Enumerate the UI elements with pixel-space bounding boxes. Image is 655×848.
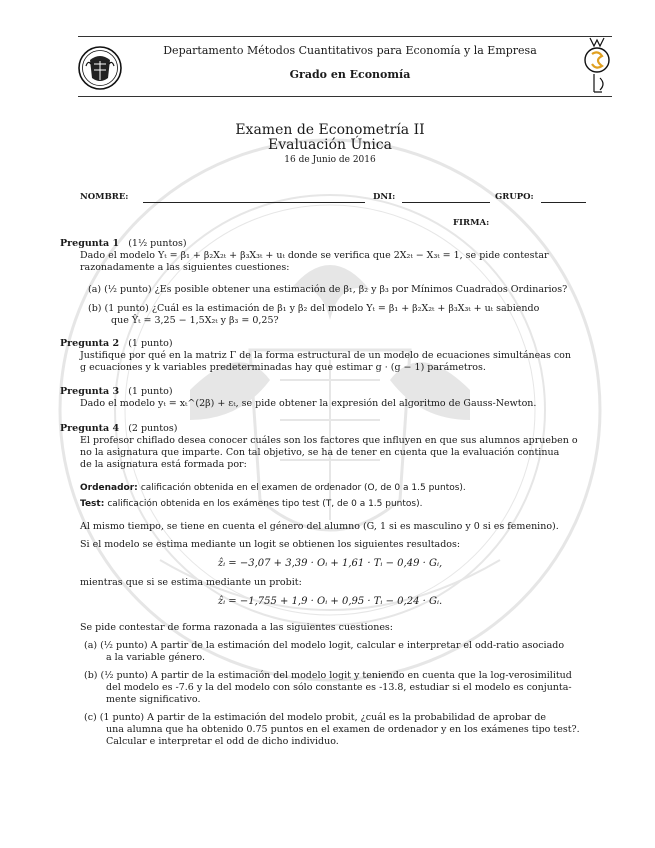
question-3-text: Dado el modelo yₜ = xₜ^(2β) + εₜ, se pide obtener la expresión del algoritmo de Gauss-Newton.: [80, 398, 537, 409]
question-3-heading: [60, 386, 173, 398]
question-4-logit-intro: Si el modelo se estima mediante un logit se obtienen los siguientes resultados:: [80, 539, 461, 550]
signature-label: FIRMA:: [453, 218, 490, 228]
question-3-points: (1 punto): [128, 386, 173, 397]
department-name: Departamento Métodos Cuantitativos para Economía y la Empresa: [163, 44, 537, 57]
question-1-heading: [60, 238, 187, 250]
faculty-logo: [580, 34, 614, 98]
question-4-label: Pregunta 4: [60, 423, 120, 434]
name-field-line[interactable]: [143, 202, 365, 203]
question-4-ask: Se pide contestar de forma razonada a las siguientes cuestiones:: [80, 622, 394, 633]
probit-equation: ẑᵢ = −1,755 + 1,9 · Oᵢ + 0,95 · Tᵢ − 0,24 · Gᵢ.: [217, 596, 443, 607]
ordenador-label: Ordenador:: [80, 483, 138, 493]
university-crest-logo: [78, 44, 122, 92]
question-4-part-c-line-2: una alumna que ha obtenido 0.75 puntos en el examen de ordenador y en los exámenes tipo test?.: [106, 724, 580, 735]
logit-equation: ẑᵢ = −3,07 + 3,39 · Oᵢ + 1,61 · Tᵢ − 0,49 · Gᵢ,: [217, 558, 443, 569]
question-4-part-a-line-1: (a) (½ punto) A partir de la estimación del modelo logit, calcular e interpretar el odd-ratio asociado: [84, 640, 565, 651]
header-top-rule: [78, 36, 612, 37]
question-2-points: (1 punto): [128, 338, 173, 349]
question-3-label: Pregunta 3: [60, 386, 120, 397]
dni-field-line[interactable]: [402, 202, 490, 203]
question-4-intro-line-3: de la asignatura está formada por:: [80, 459, 247, 470]
question-2-label: Pregunta 2: [60, 338, 120, 349]
question-4-intro-line-1: El profesor chiflado desea conocer cuáles son los factores que influyen en que sus alumnos aprueben o: [80, 435, 578, 446]
group-field-line[interactable]: [541, 202, 586, 203]
name-label: NOMBRE:: [80, 192, 129, 202]
question-4-probit-intro: mientras que si se estima mediante un probit:: [80, 577, 302, 588]
question-4-part-c-line-1: (c) (1 punto) A partir de la estimación del modelo probit, ¿cuál es la probabilidad de aprobar de: [84, 712, 547, 723]
question-4-points: (2 puntos): [128, 423, 178, 434]
exam-title: Examen de Econometría II: [235, 122, 425, 138]
question-2-text-line-2: g ecuaciones y k variables predeterminadas hay que estimar g · (g − 1) parámetros.: [80, 362, 486, 373]
question-2-text-line-1: Justifique por qué en la matriz Γ de la forma estructural de un modelo de ecuaciones simultáneas con: [80, 350, 572, 361]
question-1-part-a: (a) (½ punto) ¿Es posible obtener una estimación de β₁, β₂ y β₃ por Mínimos Cuadrados Ordinarios?: [88, 284, 568, 295]
test-label: Test:: [80, 499, 105, 509]
question-1-intro-line-2: razonadamente a las siguientes cuestiones:: [80, 262, 290, 273]
question-1-part-b-line-2: que Ŷₜ = 3,25 − 1,5X₂ₜ y β₃ = 0,25?: [111, 315, 279, 326]
test-definition: [80, 498, 422, 510]
question-4-part-c-line-3: Calcular e interpretar el odd de dicho individuo.: [106, 736, 339, 747]
question-4-part-b-line-2: del modelo es -7.6 y la del modelo con sólo constante es -13.8, estudiar si el modelo es conjunta-: [106, 682, 572, 693]
question-1-intro-line-1: Dado el modelo Yₜ = β₁ + β₂X₂ₜ + β₃X₃ₜ + uₜ donde se verifica que 2X₂ₜ − X₃ₜ = 1, se pide contestar: [80, 250, 549, 261]
exam-subtitle: Evaluación Única: [267, 137, 392, 153]
ordenador-text: calificación obtenida en el examen de ordenador (O, de 0 a 1.5 puntos).: [140, 483, 466, 493]
question-4-intro-line-2: no la asignatura que imparte. Con tal objetivo, se ha de tener en cuenta que la evaluación continua: [80, 447, 560, 458]
group-label: GRUPO:: [495, 192, 534, 202]
question-4-gender-note: Al mismo tiempo, se tiene en cuenta el género del alumno (G, 1 si es masculino y 0 si es femenino).: [80, 521, 559, 532]
header-bottom-rule: [78, 96, 612, 97]
question-1-points: (1½ puntos): [128, 238, 187, 249]
ordenador-definition: [80, 482, 466, 494]
question-1-part-b-line-1: (b) (1 punto) ¿Cuál es la estimación de β₁ y β₂ del modelo Yₜ = β₁ + β₂X₂ₜ + β₃X₃ₜ + uₜ sabiendo: [88, 303, 540, 314]
degree-name: Grado en Economía: [289, 68, 411, 81]
question-4-part-b-line-3: mente significativo.: [106, 694, 201, 705]
question-4-part-b-line-1: (b) (½ punto) A partir de la estimación del modelo logit y teniendo en cuenta que la log-verosimilitud: [84, 670, 572, 681]
exam-date: 16 de Junio de 2016: [284, 155, 376, 165]
university-seal-watermark: [40, 120, 620, 700]
question-1-label: Pregunta 1: [60, 238, 120, 249]
question-4-part-a-line-2: a la variable género.: [106, 652, 205, 663]
question-4-heading: [60, 423, 177, 435]
test-text: calificación obtenida en los exámenes tipo test (T, de 0 a 1.5 puntos).: [107, 499, 423, 509]
question-2-heading: [60, 338, 173, 350]
dni-label: DNI:: [373, 192, 396, 202]
